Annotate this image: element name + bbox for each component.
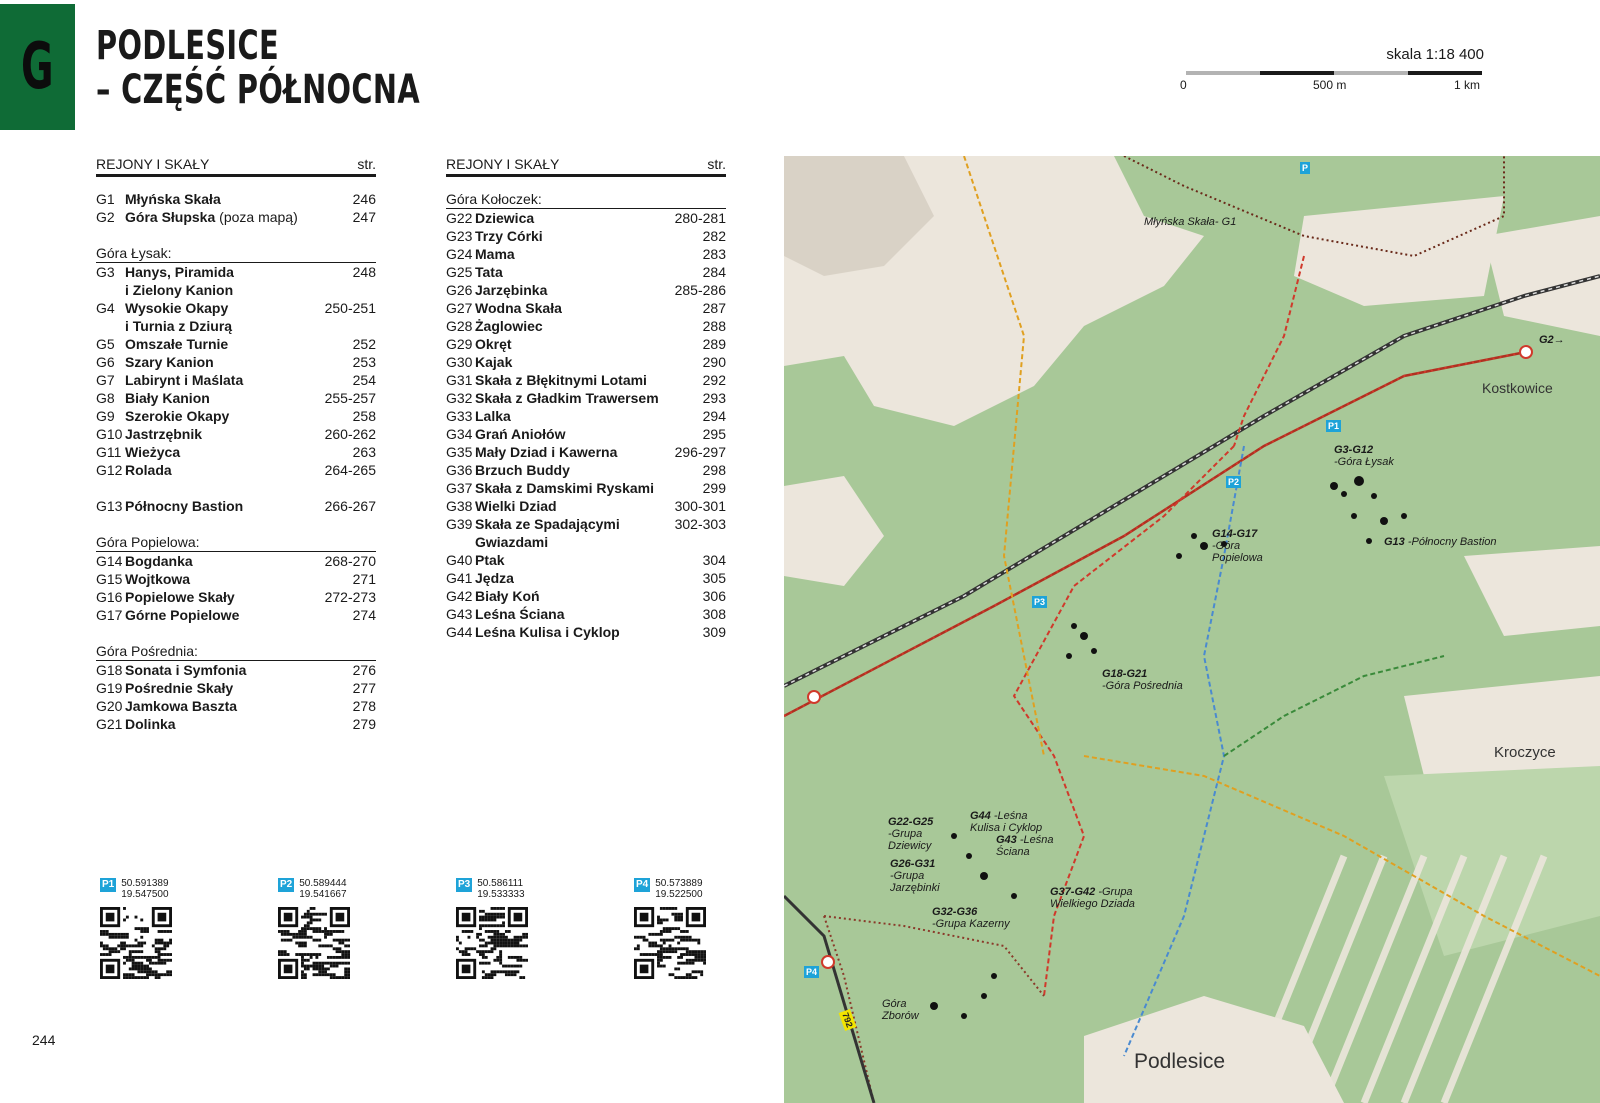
region-name: Skała z Gładkim Trawersem (475, 390, 659, 406)
page-ref: 255-257 (324, 390, 376, 406)
region-name: Kajak (475, 354, 513, 370)
list-item (446, 245, 726, 263)
parking-qr-block (278, 878, 388, 979)
page-ref: 247 (352, 209, 376, 225)
region-name: Wojtkowa (125, 571, 191, 587)
parking-badge: P3 (458, 879, 471, 890)
title-line-1: PODLESICE (96, 23, 280, 69)
region-name: Jastrzębnik (125, 426, 203, 442)
list-item (96, 371, 376, 389)
parking-badge: P1 (102, 879, 115, 890)
region-code: G20 (96, 698, 123, 714)
list-item (446, 623, 726, 641)
list-item (96, 317, 376, 335)
coordinates: 50.573889 19.522500 (655, 878, 703, 900)
page-ref: 278 (352, 698, 376, 714)
page-ref: 271 (352, 571, 376, 587)
qr-code (456, 907, 528, 979)
list-item (96, 425, 376, 443)
map-label-g18: G18-G21 -Góra Pośrednia (1102, 668, 1183, 692)
region-code: G15 (96, 571, 123, 587)
page-ref: 250-251 (324, 300, 376, 316)
region-code: G9 (96, 408, 115, 424)
region-name: Pośrednie Skały (125, 680, 234, 696)
region-name: Bogdanka (125, 553, 193, 569)
page-ref: 277 (352, 680, 376, 696)
region-code: G18 (96, 662, 123, 678)
parking-marker-p2: P2 (1228, 477, 1240, 487)
list-item (446, 209, 726, 227)
chapter-letter: G (21, 30, 54, 104)
region-name: Lalka (475, 408, 511, 424)
region-code: G25 (446, 264, 473, 280)
region-name: Brzuch Buddy (475, 462, 570, 478)
page-ref: 294 (702, 408, 726, 424)
page-ref: 305 (702, 570, 726, 586)
list-item (446, 281, 726, 299)
group-heading: Góra Łysak: (96, 244, 376, 263)
list-item (96, 497, 376, 515)
list-item (96, 335, 376, 353)
page-ref: 308 (702, 606, 726, 622)
page-ref: 266-267 (324, 498, 376, 514)
parking-qr-block (100, 878, 210, 979)
coordinates: 50.589444 19.541667 (299, 878, 347, 900)
region-name: i Zielony Kanion (125, 282, 234, 298)
page-ref: 276 (352, 662, 376, 678)
region-name: Wielki Dziad (475, 498, 557, 514)
list-item (96, 661, 376, 679)
region-name: Leśna Kulisa i Cyklop (475, 624, 620, 640)
page-ref: 284 (702, 264, 726, 280)
region-name: Dolinka (125, 716, 176, 732)
list-item (96, 281, 376, 299)
list-item (96, 679, 376, 697)
region-code: G5 (96, 336, 115, 352)
region-name: Mały Dziad i Kawerna (475, 444, 618, 460)
chapter-badge (0, 4, 75, 130)
page-ref: 304 (702, 552, 726, 568)
region-name: Biały Koń (475, 588, 540, 604)
map-label-gora-zborow: Góra Zborów (882, 998, 919, 1022)
list-header: REJONY I SKAŁY str. (96, 156, 376, 177)
list-item (96, 588, 376, 606)
region-name: Młyńska Skała (125, 191, 221, 207)
list-item (96, 715, 376, 733)
list-item (96, 353, 376, 371)
region-name: Mama (475, 246, 515, 262)
page-ref: 300-301 (674, 498, 726, 514)
page-ref: 298 (702, 462, 726, 478)
region-code: G35 (446, 444, 473, 460)
region-code: G17 (96, 607, 123, 623)
region-code: G24 (446, 246, 473, 262)
region-name: Szerokie Okapy (125, 408, 230, 424)
region-name: Żaglowiec (475, 318, 543, 334)
parking-badge: P4 (636, 879, 649, 890)
region-code: G14 (96, 553, 123, 569)
parking-marker-p4: P4 (806, 967, 818, 977)
place-kroczyce: Kroczyce (1494, 744, 1556, 761)
page-ref: 288 (702, 318, 726, 334)
list-item (446, 263, 726, 281)
place-kostkowice: Kostkowice (1482, 380, 1553, 396)
page-ref: 280-281 (674, 210, 726, 226)
list-item (446, 299, 726, 317)
page-title (96, 24, 420, 112)
scale-tick: 500 m (1313, 78, 1347, 92)
list-item (96, 190, 376, 208)
region-name: Góra Słupska (poza mapą) (125, 209, 298, 225)
region-name: i Turnia z Dziurą (125, 318, 233, 334)
list-item (446, 551, 726, 569)
map-label-g1: Młyńska Skała- G1 (1144, 216, 1237, 228)
page-ref: 302-303 (674, 516, 726, 532)
region-code: G2 (96, 209, 115, 225)
list-item (446, 227, 726, 245)
list-item (446, 605, 726, 623)
page-ref: 293 (702, 390, 726, 406)
page-ref: 285-286 (674, 282, 726, 298)
page-ref: 289 (702, 336, 726, 352)
map-label-g26: G26-G31 -Grupa Jarzębinki (890, 858, 940, 894)
coordinates: 50.586111 19.533333 (477, 878, 525, 900)
parking-marker: P (1302, 163, 1309, 173)
region-code: G28 (446, 318, 473, 334)
list-item (96, 407, 376, 425)
region-name: Jędza (475, 570, 514, 586)
map-label-g44: G44 -Leśna Kulisa i Cyklop (970, 810, 1043, 834)
list-item (446, 371, 726, 389)
map-graphic (784, 156, 1600, 1103)
page-ref: 252 (352, 336, 376, 352)
list-item (446, 407, 726, 425)
region-name: Sonata i Symfonia (125, 662, 247, 678)
region-name: Popielowe Skały (125, 589, 235, 605)
list-item (446, 425, 726, 443)
region-code: G6 (96, 354, 115, 370)
region-code: G3 (96, 264, 115, 280)
page-ref: 299 (702, 480, 726, 496)
region-name: Tata (475, 264, 503, 280)
region-name: Skała z Błękitnymi Lotami (475, 372, 647, 388)
page-ref: 254 (352, 372, 376, 388)
map-label-g37: G37-G42 -Grupa Wielkiego Dziada (1050, 886, 1135, 910)
region-code: G32 (446, 390, 473, 406)
region-code: G31 (446, 372, 473, 388)
region-code (96, 281, 125, 299)
coordinates: 50.591389 19.547500 (121, 878, 169, 900)
parking-marker-p1: P1 (1328, 421, 1340, 431)
list-item (446, 497, 726, 515)
topographic-map (784, 156, 1600, 1103)
region-name: Hanys, Piramida (125, 264, 234, 280)
region-code: G33 (446, 408, 473, 424)
list-item (446, 389, 726, 407)
region-name: Trzy Córki (475, 228, 543, 244)
parking-marker-p3: P3 (1034, 597, 1046, 607)
list-item (96, 299, 376, 317)
region-name: Okręt (475, 336, 512, 352)
page-ref: 272-273 (324, 589, 376, 605)
region-code: G22 (446, 210, 473, 226)
map-label-g22: G22-G25 -Grupa Dziewicy (888, 816, 934, 852)
page-ref: 279 (352, 716, 376, 732)
region-name: Dziewica (475, 210, 535, 226)
page-ref: 248 (352, 264, 376, 280)
region-code: G30 (446, 354, 473, 370)
group-heading: Góra Kołoczek: (446, 190, 726, 209)
region-code: G36 (446, 462, 473, 478)
region-code: G38 (446, 498, 473, 514)
list-item (446, 515, 726, 533)
region-code (96, 317, 125, 335)
page-ref: 268-270 (324, 553, 376, 569)
qr-code (278, 907, 350, 979)
map-label-g43: G43 -Leśna Ściana (996, 834, 1054, 858)
page-number: 244 (32, 1032, 56, 1048)
map-label-g3: G3-G12 -Góra Łysak (1334, 444, 1394, 468)
list-item (446, 479, 726, 497)
region-name: Rolada (125, 462, 172, 478)
place-podlesice: Podlesice (1134, 1050, 1226, 1073)
scale-label: skala 1:18 400 (1386, 46, 1484, 63)
scale-bar-graphic (1186, 71, 1482, 75)
scale-tick: 1 km (1454, 78, 1481, 92)
road-number-badge: 792 (839, 1009, 857, 1031)
map-label-g32: G32-G36 -Grupa Kazerny (932, 906, 1010, 930)
page-ref: 292 (702, 372, 726, 388)
list-item (96, 697, 376, 715)
region-name: Jamkowa Baszta (125, 698, 238, 714)
region-code: G10 (96, 426, 123, 442)
region-code: G40 (446, 552, 473, 568)
page-ref: 263 (352, 444, 376, 460)
list-item (446, 569, 726, 587)
region-name: Labirynt i Maślata (125, 372, 244, 388)
group-heading: Góra Pośrednia: (96, 642, 376, 661)
list-item (96, 443, 376, 461)
page-ref: 306 (702, 588, 726, 604)
list-item (96, 461, 376, 479)
page-ref: 282 (702, 228, 726, 244)
list-item (96, 552, 376, 570)
page-ref: 283 (702, 246, 726, 262)
list-item (446, 443, 726, 461)
list-item (96, 606, 376, 624)
region-code: G12 (96, 462, 123, 478)
list-item (446, 587, 726, 605)
regions-list-right (446, 156, 726, 641)
region-code: G29 (446, 336, 473, 352)
region-code: G23 (446, 228, 473, 244)
parking-qr-block (456, 878, 566, 979)
region-name: Wodna Skała (475, 300, 562, 316)
list-item (96, 389, 376, 407)
page-ref: 264-265 (324, 462, 376, 478)
page-ref: 258 (352, 408, 376, 424)
region-code: G42 (446, 588, 473, 604)
region-name: Gwiazdami (475, 534, 549, 550)
page-ref: 296-297 (674, 444, 726, 460)
region-code: G19 (96, 680, 123, 696)
region-name: Skała ze Spadającymi (475, 516, 620, 532)
qr-code (100, 907, 172, 979)
page-ref: 309 (702, 624, 726, 640)
map-label-g2: G2→ (1539, 334, 1565, 346)
region-code: G8 (96, 390, 115, 406)
parking-badge: P2 (280, 879, 293, 890)
region-name: Szary Kanion (125, 354, 214, 370)
qr-code (634, 907, 706, 979)
list-header: REJONY I SKAŁY str. (446, 156, 726, 177)
region-name: Grań Aniołów (475, 426, 566, 442)
list-item (446, 335, 726, 353)
region-name: Górne Popielowe (125, 607, 240, 623)
title-line-2: – CZĘŚĆ PÓŁNOCNA (96, 67, 420, 113)
list-item (446, 533, 726, 551)
region-code: G27 (446, 300, 473, 316)
page-ref: 287 (702, 300, 726, 316)
region-code: G39 (446, 516, 473, 532)
list-item (446, 461, 726, 479)
region-name: Wysokie Okapy (125, 300, 229, 316)
page-ref: 274 (352, 607, 376, 623)
region-code (446, 533, 475, 551)
list-item (96, 570, 376, 588)
region-name: Jarzębinka (475, 282, 548, 298)
region-name: Skała z Damskimi Ryskami (475, 480, 654, 496)
region-code: G26 (446, 282, 473, 298)
regions-list-left (96, 156, 376, 733)
region-name: Leśna Ściana (475, 606, 565, 622)
group-heading: Góra Popielowa: (96, 533, 376, 552)
parking-qr-block (634, 878, 744, 979)
scale-tick: 0 (1180, 78, 1187, 92)
region-code: G34 (446, 426, 473, 442)
region-code: G7 (96, 372, 115, 388)
list-item (446, 353, 726, 371)
region-code: G13 (96, 498, 123, 514)
region-code: G37 (446, 480, 473, 496)
page-ref: 253 (352, 354, 376, 370)
map-label-g13: G13 -Północny Bastion (1384, 536, 1497, 548)
list-item (446, 317, 726, 335)
region-name: Biały Kanion (125, 390, 210, 406)
region-code: G11 (96, 444, 122, 460)
region-code: G41 (446, 570, 473, 586)
region-code: G21 (96, 716, 123, 732)
scale-bar (1180, 44, 1510, 104)
page-ref: 290 (702, 354, 726, 370)
region-code: G16 (96, 589, 123, 605)
region-name: Omszałe Turnie (125, 336, 229, 352)
page-ref: 246 (352, 191, 376, 207)
list-item (96, 263, 376, 281)
region-code: G43 (446, 606, 473, 622)
region-name: Wieżyca (125, 444, 181, 460)
map-label-g14: G14-G17 -Góra Popielowa (1212, 528, 1263, 564)
region-code: G4 (96, 300, 115, 316)
region-code: G1 (96, 191, 115, 207)
page-ref: 295 (702, 426, 726, 442)
region-code: G44 (446, 624, 473, 640)
region-name: Północny Bastion (125, 498, 244, 514)
page-ref: 260-262 (324, 426, 376, 442)
list-item (96, 208, 376, 226)
region-name: Ptak (475, 552, 505, 568)
